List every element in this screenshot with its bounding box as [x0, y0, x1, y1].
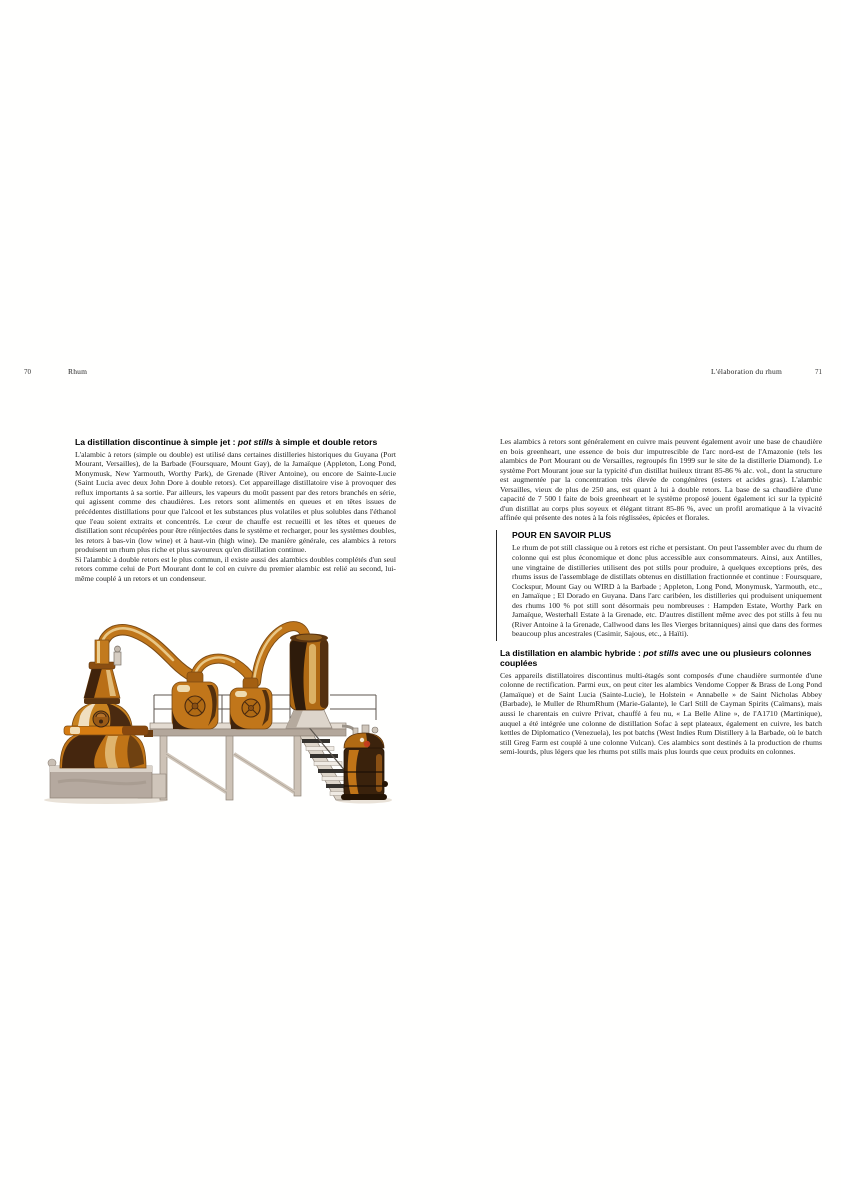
- section-heading-alambic-hybride: [500, 648, 822, 668]
- heading-italic-text: pot stills: [237, 437, 274, 447]
- infobox-title: POUR EN SAVOIR PLUS: [512, 529, 612, 540]
- heading-text: La distillation discontinue à simple jet :: [75, 437, 238, 447]
- left-column: [75, 437, 396, 583]
- right-running-head: L'élaboration du rhum: [711, 367, 782, 376]
- receiver-drum: [341, 725, 388, 800]
- retort-1: [172, 672, 218, 729]
- section-heading-simple-jet: [75, 437, 396, 447]
- heading-text: à simple et double retors: [273, 437, 378, 447]
- heading-text: La distillation en alambic hybride :: [500, 647, 644, 658]
- right-column: [500, 437, 822, 757]
- body-paragraph: L'alambic à retors (simple ou double) est utilisé dans certaines distilleries historiques du Guyana (Port Mourant, Versailles), de la Barbade (Foursquare, Mount Gay), de la Jamaïque (Appleton, Long Pond, Monymusk, New Yarmouth, Worthy Park), de Grenade (River Antoine), ou encore de Sainte-Lucie (Saint Lucia avec deux John Dore à double retors). Cet appareillage distillatoire vise à provoquer des reflux importants à sa sortie. Par ailleurs, les vapeurs du moût passent par des retors branchés en série, qui agissent comme des chaudières. Les retors sont alimentés en queues et en têtes issues de précédentes distillations pour que l'alcool et les substances plus volatiles et plus solubles dans l'éthanol que l'eau soient extraits et concentrés. Le cœur de chauffe est recueilli et les têtes et queues de distillation sont récupérées pour être réinjectées dans le système et recharger, pour les systèmes doubles, les retors à bas-vin (low wine) et à haut-vin (high wine). De manière générale, ces alambics à retors produisent un rhum plus riche et plus savoureux qu'en distillation continue.: [75, 449, 396, 555]
- retort-2: [230, 678, 272, 729]
- pot-still: [60, 640, 153, 768]
- right-page-number: 71: [815, 368, 822, 376]
- pot-still-drawing: [44, 616, 400, 806]
- left-page-number: 70: [24, 368, 31, 376]
- platform-legs: [160, 734, 301, 800]
- condenser-column: [286, 634, 332, 729]
- infobox-pour-en-savoir-plus: [496, 530, 822, 641]
- heading-text: avec une ou plusieurs colonnes couplées: [500, 647, 812, 669]
- pot-still-illustration: [44, 616, 400, 808]
- infobox-body: Le rhum de pot still classique ou à retors est riche et persistant. On peut l'assembler avec du rhum de colonne qui est plus économique et donc plus accessible aux consommateurs. Ainsi, aux Antilles, une vingtaine de distilleries utilisent des pot stills pour produire, à quelques exceptions près, des rhums issus de l'assemblage de distillats obtenus en distillation fractionnée et continue : Foursquare, Cockspur, Mount Gay ou WIRD à la Barbade ; Appleton, Long Pond, Monymusk, Yarmouth, etc., en Jamaïque ; El Dorado en Guyana. Dans l'arc caribéen, les distilleries qui produisent uniquement des rhums 100 % pot still sont désormais peu nombreuses : Hampden Estate, Worthy Park en Jamaïque, Westerhall Estate à la Grenade, etc. D'autres distillent même avec des pot stills à feu nu (River Antoine à la Grenade, Callwood dans les îles Vierges britanniques) ainsi que dans des formes beaucoup plus ancestrales (Casimir, Sajous, etc., à Haïti).: [512, 543, 822, 639]
- body-paragraph: Si l'alambic à double retors est le plus commun, il existe aussi des alambics doubles complétés d'un seul retors comme celui de Port Mourant dont le col en cuivre du premier alambic est relié au second, lui-même couplé à un retors et un condenseur.: [75, 554, 396, 583]
- body-paragraph: Ces appareils distillatoires discontinus multi-étagés sont composés d'une chaudière surmontée d'une colonne de rectification. Parmi eux, on peut citer les alambics Vendome Copper & Brass de Long Pond (Jamaïque) et de Saint Lucia (Sainte-Lucie), le Holstein « Annabelle » de Saint Nicholas Abbey (Barbade), le Muller de RhumRhum (Marie-Galante), le Carl Still de Cayman Spirits (Caïmans), mais aussi le charentais en cuivre Privat, chauffé à feu nu, « La Belle Aline », de l'A1710 (Martinique), auquel a été intégrée une colonne de distillation Sofac à sept plateaux, également en cuivre, les batch kettles de Diplomatico (Venezuela), les pot batchs (West Indies Rum Distillery à la Barbade, où le batch still Greg Farm est couplé à une colonne Vulcan). Ces alambics sont destinés à la production de rhums semi-lourds, plus légers que les rhums pot stills mais plus lourds que ceux produits en colonnes.: [500, 670, 822, 757]
- left-running-head: Rhum: [68, 367, 88, 376]
- heading-italic-text: pot stills: [643, 647, 679, 658]
- body-paragraph: Les alambics à retors sont généralement en cuivre mais peuvent également avoir une base de chaudière en bois greenheart, une essence de bois dur imputrescible de l'arc nord-est de l'Amazonie (tels les alambics de Port Mourant ou de Versailles, regroupés fin 1999 sur le site de la distillerie Diamond). Le système Port Mourant joue sur la typicité d'un distillat huileux titrant 85-86 % alc. vol., dont la structure est augmentée par la concentration très élevée de congénères (esters et acides gras). L'alambic Versailles, vieux de plus de 250 ans, est quant à lui à double retors. La base de sa chaudière d'une capacité de 7 500 l faite de bois greenheart et le système proposé jouent également ici sur la typicité d'un distillat au corps plus soyeux et élégant titrant 85-86 %, avec un profil aromatique à la vivacité affinée qui présente des notes à la fois réglissées, épicées et florales.: [500, 437, 822, 523]
